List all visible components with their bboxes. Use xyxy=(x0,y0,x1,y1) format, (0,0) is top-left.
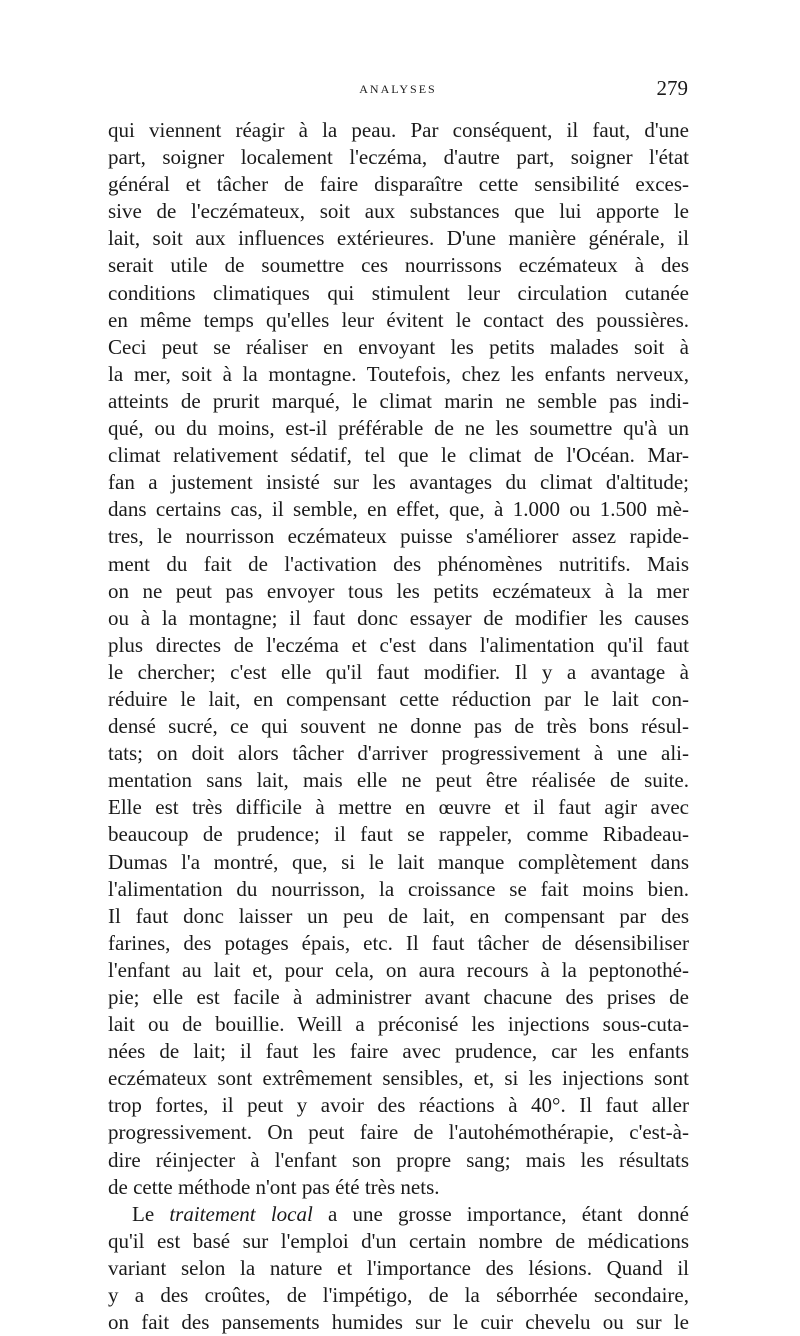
text-line: tres, le nourrisson eczémateux puisse s'améliorer assez rapide- xyxy=(108,524,689,549)
text-line: mentation sans lait, mais elle ne peut être réalisée de suite. xyxy=(108,768,689,793)
text-line: le chercher; c'est elle qu'il faut modifier. Il y a avantage à xyxy=(108,659,689,684)
text-line: densé sucré, ce qui souvent ne donne pas de très bons résul- xyxy=(108,714,689,739)
body-text xyxy=(108,117,689,1336)
text-line: trop fortes, il peut y avoir des réactions à 40°. Il faut aller xyxy=(108,1093,689,1118)
text-line: part, soigner localement l'eczéma, d'autre part, soigner l'état xyxy=(108,145,689,170)
text-line: climat relativement sédatif, tel que le climat de l'Océan. Mar- xyxy=(108,443,689,468)
text-line: Il faut donc laisser un peu de lait, en compensant par des xyxy=(108,903,689,928)
text-fragment: Le xyxy=(132,1201,170,1226)
italic-term: traitement local xyxy=(169,1201,313,1226)
text-line: eczémateux sont extrêmement sensibles, et, si les injections sont xyxy=(108,1066,689,1091)
text-line: qu'il est basé sur l'emploi d'un certain nombre de médications xyxy=(108,1228,689,1253)
text-line: conditions climatiques qui stimulent leur circulation cutanée xyxy=(108,280,689,305)
text-line: dire réinjecter à l'enfant son propre sang; mais les résultats xyxy=(108,1147,689,1172)
text-line: variant selon la nature et l'importance des lésions. Quand il xyxy=(108,1255,689,1280)
text-line: Elle est très difficile à mettre en œuvre et il faut agir avec xyxy=(108,795,689,820)
text-line: nées de lait; il faut les faire avec prudence, car les enfants xyxy=(108,1039,689,1064)
text-line: dans certains cas, il semble, en effet, que, à 1.000 ou 1.500 mè- xyxy=(108,497,689,522)
text-line: lait ou de bouillie. Weill a préconisé les injections sous-cuta- xyxy=(108,1012,689,1037)
text-line: beaucoup de prudence; il faut se rappeler, comme Ribadeau- xyxy=(108,822,689,847)
text-line: réduire le lait, en compensant cette réduction par le lait con- xyxy=(108,686,689,711)
text-line: serait utile de soumettre ces nourrissons eczémateux à des xyxy=(108,253,689,278)
text-line: qui viennent réagir à la peau. Par conséquent, il faut, d'une xyxy=(108,118,689,142)
text-line: sive de l'eczémateux, soit aux substances que lui apporte le xyxy=(108,199,689,224)
text-line: Ceci peut se réaliser en envoyant les petits malades soit à xyxy=(108,334,689,359)
text-line: plus directes de l'eczéma et c'est dans l'alimentation qu'il faut xyxy=(108,632,689,657)
text-line: lait, soit aux influences extérieures. D'une manière générale, il xyxy=(108,226,689,251)
text-line: atteints de prurit marqué, le climat marin ne semble pas indi- xyxy=(108,388,689,413)
paragraph-1 xyxy=(108,117,689,1201)
text-line: qué, ou du moins, est-il préférable de ne les soumettre qu'à un xyxy=(108,416,689,441)
text-line: l'enfant au lait et, pour cela, on aura recours à la peptonothé- xyxy=(108,957,689,982)
text-line: ment du fait de l'activation des phénomènes nutritifs. Mais xyxy=(108,551,689,576)
text-fragment: a une grosse importance, étant donné xyxy=(312,1201,689,1226)
text-line: de cette méthode n'ont pas été très nets. xyxy=(108,1174,440,1199)
text-line xyxy=(108,1201,689,1228)
running-title: ANALYSES xyxy=(359,82,437,96)
text-line: on ne peut pas envoyer tous les petits eczémateux à la mer xyxy=(108,578,689,603)
text-line: y a des croûtes, de l'impétigo, de la séborrhée secondaire, xyxy=(108,1283,689,1308)
text-line: pie; elle est facile à administrer avant chacune des prises de xyxy=(108,985,689,1009)
text-line: on fait des pansements humides sur le cuir chevelu ou sur le xyxy=(108,1310,689,1335)
text-line: ou à la montagne; il faut donc essayer de modifier les causes xyxy=(108,605,689,630)
text-line: la mer, soit à la montagne. Toutefois, chez les enfants nerveux, xyxy=(108,361,689,386)
paragraph-2 xyxy=(108,1201,689,1336)
text-line: tats; on doit alors tâcher d'arriver progressivement à une ali- xyxy=(108,741,689,766)
text-line: farines, des potages épais, etc. Il faut tâcher de désensibiliser xyxy=(108,930,689,955)
text-line: général et tâcher de faire disparaître cette sensibilité exces- xyxy=(108,172,689,197)
text-line: en même temps qu'elles leur évitent le contact des poussières. xyxy=(108,307,689,332)
text-line: Dumas l'a montré, que, si le lait manque complètement dans xyxy=(108,849,689,874)
running-head xyxy=(108,74,688,104)
text-line: l'alimentation du nourrisson, la croissance se fait moins bien. xyxy=(108,876,689,901)
page-number: 279 xyxy=(656,76,688,100)
text-line: progressivement. On peut faire de l'autohémothérapie, c'est-à- xyxy=(108,1120,689,1145)
text-line: fan a justement insisté sur les avantages du climat d'altitude; xyxy=(108,470,689,495)
